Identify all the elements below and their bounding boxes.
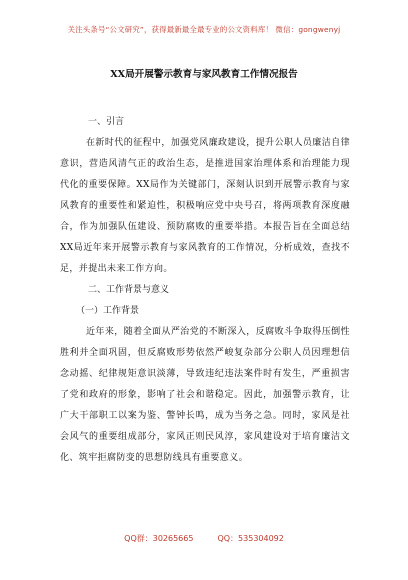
- footer-qq: QQ：535304092: [217, 534, 284, 543]
- footer: [0, 533, 408, 544]
- background-paragraph: 近年来，随着全面从严治党的不断深入，反腐败斗争取得压倒性胜利并全面巩固，但反腐败形势依然严峻复杂部分公职人员因理想信念动摇、纪律规矩意识淡薄，导致违纪违法案件时有发生，严重损害了党和政府的形象，影响了社会和谐稳定。因此，加强警示教育，让广大干部职工以案为鉴、警钟长鸣，成为当务之急。同时，家风是社会风气的重要组成部分，家风正则民风淳，家风建设对于培育廉洁文化、筑牢拒腐防变的思想防线具有重要意义。: [60, 327, 350, 463]
- subsection-heading-background: （一）工作背景: [76, 306, 140, 316]
- intro-paragraph: 在新时代的征程中，加强党风廉政建设，提升公职人员廉洁自律意识，营造风清气正的政治生态，是推进国家治理体系和治理能力现代化的重要保障。XX局作为关键部门，深刻认识到开展警示教育与家风教育的重要性和紧迫性，积极响应党中央号召，将两项教育深度融合，作为加强队伍建设、预防腐败的重要举措。本报告旨在全面总结XX局近年来开展警示教育与家风教育的工作情况，分析成效，查找不足，并提出未来工作方向。: [60, 138, 350, 274]
- document-body: [60, 112, 350, 469]
- section-heading-background: 二、工作背景与意义: [88, 285, 170, 295]
- document-title: XX局开展警示教育与家风教育工作情况报告: [110, 69, 298, 80]
- footer-qq-group: QQ群：30265665: [124, 534, 194, 543]
- section-heading-intro: 一、引言: [88, 117, 125, 127]
- header-note: 关注头条号“公文研究”，获得最新最全最专业的公文资料库！ 微信：gongwenyj: [67, 25, 341, 34]
